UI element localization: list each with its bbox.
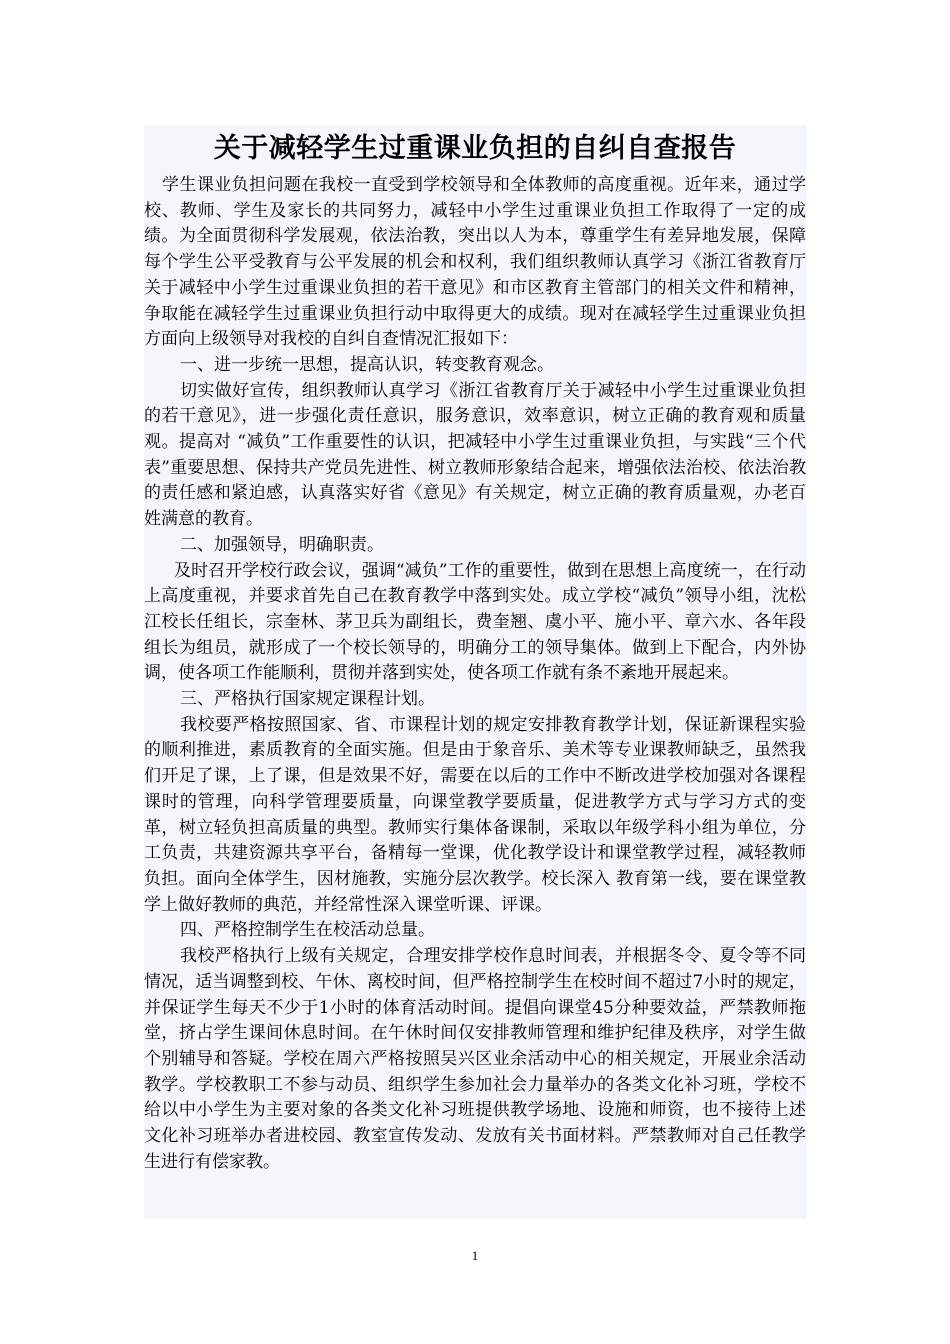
- page-number: 1: [471, 1248, 479, 1263]
- document-body: [144, 125, 806, 1219]
- section-2-body: 及时召开学校行政会议，强调“减负”工作的重要性，做到在思想上高度统一，在行动上高度重视，并要求首先自己在教育教学中落到实处。成立学校“减负”领导小组，沈松江校长任组长，宗奎林、茅卫兵为副组长，费奎翘、虞小平、施小平、章六水、各年段组长为组员，就形成了一个校长领导的，明确分工的领导集体。做到上下配合，内外协调，使各项工作能顺利，贯彻并落到实处，使各项工作就有条不紊地开展起来。: [144, 560, 806, 684]
- section-3-body: 我校要严格按照国家、省、市课程计划的规定安排教育教学计划，保证新课程实验的顺利推进，素质教育的全面实施。但是由于象音乐、美术等专业课教师缺乏，虽然我们开足了课，上了课，但是效果不好，需要在以后的工作中不断改进学校加强对各课程课时的管理，向科学管理要质量，向课堂教学要质量，促进教学方式与学习方式的变革，树立轻负担高质量的典型。教师实行集体备课制，采取以年级学科小组为单位，分工负责，共建资源共享平台，备精每一堂课，优化教学设计和课堂教学过程，减轻教师负担。面向全体学生，因材施教，实施分层次教学。校长深入 教育第一线，要在课堂教学上做好教师的典范，并经常性深入课堂听课、评课。: [144, 714, 806, 915]
- document-title: 关于减轻学生过重课业负担的自纠自查报告: [213, 133, 737, 164]
- section-1-heading: 一、进一步统一思想，提高认识，转变教育观念。: [180, 354, 554, 375]
- section-1-body: 切实做好宣传，组织教师认真学习《浙江省教育厅关于减轻中小学生过重课业负担的若干意见》，进一步强化责任意识，服务意识，效率意识，树立正确的教育观和质量观。提高对 “减负”工作重要性的认识，把减轻中小学生过重课业负担，与实践“三个代表”重要思想、保持共产党员先进性、树立教师形象结合起来，增强依法治校、依法治教的责任感和紧迫感，认真落实好省《意见》有关规定，树立正确的教育质量观，办老百姓满意的教育。: [144, 380, 806, 530]
- intro-paragraph: 学生课业负担问题在我校一直受到学校领导和全体教师的高度重视。近年来，通过学校、教师、学生及家长的共同努力，减轻中小学生过重课业负担工作取得了一定的成绩。为全面贯彻科学发展观，依法治教，突出以人为本，尊重学生有差异地发展，保障每个学生公平受教育与公平发展的机会和权利，我们组织教师认真学习《浙江省教育厅关于减轻中小学生过重课业负担的若干意见》和市区教育主管部门的相关文件和精神，争取能在减轻学生过重课业负担行动中取得更大的成绩。现对在减轻学生过重课业负担方面向上级领导对我校的自纠自查情况汇报如下：: [144, 175, 806, 350]
- section-4-heading: 四、严格控制学生在校活动总量。: [180, 920, 435, 941]
- section-3-heading: 三、严格执行国家规定课程计划。: [180, 689, 435, 710]
- section-4-body: 我校严格执行上级有关规定，合理安排学校作息时间表，并根据冬令、夏令等不同情况，适当调整到校、午休、离校时间，但严格控制学生在校时间不超过7小时的规定，并保证学生每天不少于1小时的体育活动时间。提倡向课堂45分种要效益，严禁教师拖堂，挤占学生课间休息时间。在午休时间仅安排教师管理和维护纪律及秩序，对学生做个别辅导和答疑。学校在周六严格按照吴兴区业余活动中心的相关规定，开展业余活动教学。学校教职工不参与动员、组织学生参加社会力量举办的各类文化补习班，学校不给以中小学生为主要对象的各类文化补习班提供教学场地、设施和师资，也不接待上述文化补习班举办者进校园、教室宣传发动、发放有关书面材料。严禁教师对自己任教学生进行有偿家教。: [144, 946, 806, 1172]
- section-2-heading: 二、加强领导，明确职责。: [180, 534, 384, 555]
